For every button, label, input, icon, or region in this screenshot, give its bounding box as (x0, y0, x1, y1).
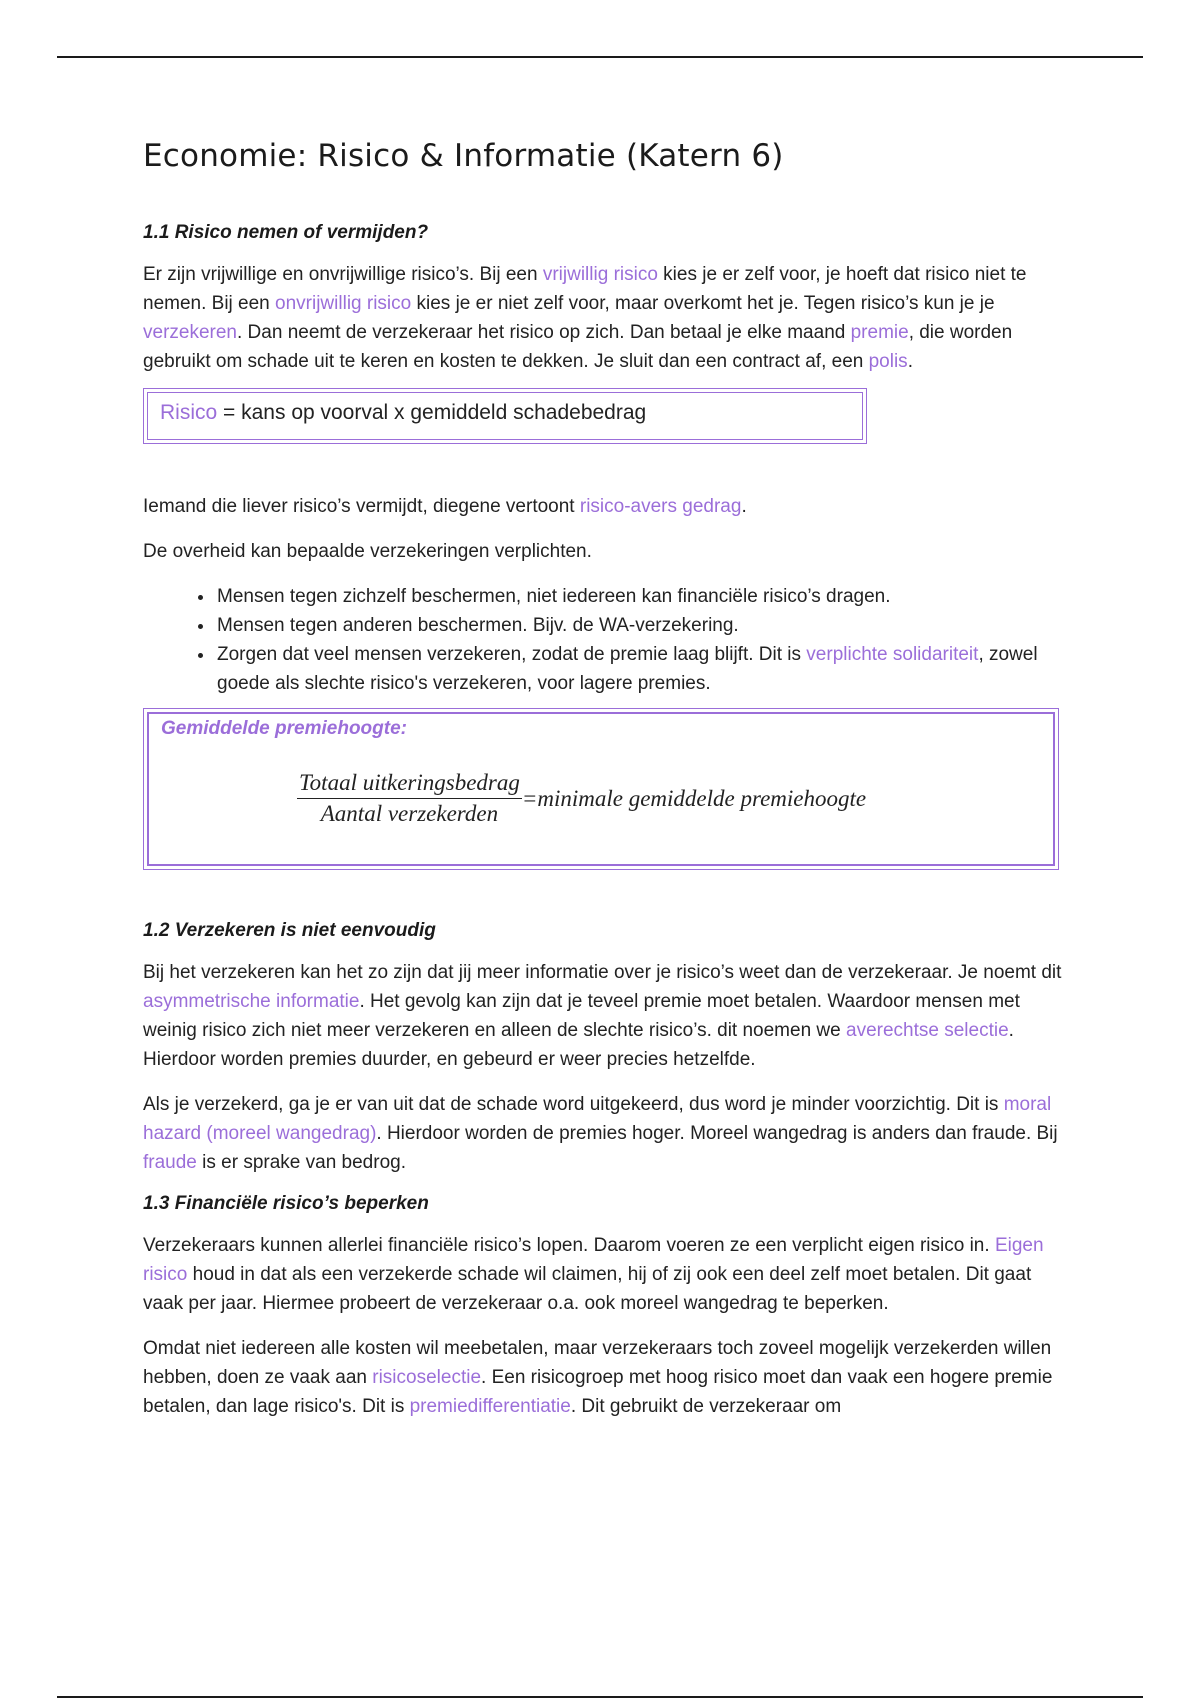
term-asymmetrische-informatie: asymmetrische informatie (143, 991, 360, 1012)
formula-box-title: Gemiddelde premiehoogte: (161, 718, 407, 739)
paragraph-risicoselectie: Omdat niet iedereen alle kosten wil meebetalen, maar verzekeraars toch zoveel mogelijk verzekerden willen hebben, doen ze vaak aan risicoselectie. Een risicogroep met hoog risico moet dan vaak een hogere premie betalen, dan lage risico's. Dit is premiedifferentiatie. Dit gebruikt de verzekeraar om (143, 1338, 1053, 1417)
term-eigen-risico: Eigen risico (143, 1235, 1044, 1285)
fraction (297, 770, 522, 827)
term-averechtse-selectie: averechtse selectie (846, 1020, 1009, 1041)
term-risico: Risico (160, 401, 218, 424)
term-verzekeren: verzekeren (143, 322, 237, 343)
top-rule (57, 56, 1143, 58)
fraction-denominator: Aantal verzekerden (320, 801, 499, 826)
term-verplichte-solidariteit: verplichte solidariteit (806, 644, 979, 665)
term-onvrijwillig-risico: onvrijwillig risico (275, 293, 412, 314)
risico-formula-box: Risico = kans op voorval x gemiddeld schadebedrag (147, 392, 863, 440)
document-title: Economie: Risico & Informatie (Katern 6) (143, 138, 784, 174)
premiehoogte-formula-box (147, 712, 1055, 866)
section-heading-1-1: 1.1 Risico nemen of vermijden? (143, 222, 429, 243)
section-heading-1-2: 1.2 Verzekeren is niet eenvoudig (143, 920, 436, 941)
list-item: • Mensen tegen zichzelf beschermen, niet iedereen kan financiële risico’s dragen. (215, 582, 1063, 611)
term-polis: polis (868, 351, 908, 372)
bottom-rule (57, 1696, 1143, 1698)
term-premiedifferentiatie: premiedifferentiatie (409, 1396, 571, 1417)
paragraph-eigen-risico: Verzekeraars kunnen allerlei financiële risico’s lopen. Daarom voeren ze een verplicht eigen risico in. Eigen risico houd in dat als een verzekerde schade wil claimen, hij of zij ook een deel zelf moet betalen. Dit gaat vaak per jaar. Hiermee probeert de verzekeraar o.a. ook moreel wangedrag te beperken. (143, 1235, 1044, 1314)
term-moral-hazard: moral hazard (moreel wangedrag) (143, 1094, 1052, 1144)
term-risico-avers-gedrag: risico-avers gedrag (579, 496, 742, 517)
term-fraude: fraude (143, 1152, 197, 1173)
term-risicoselectie: risicoselectie (372, 1367, 482, 1388)
premiehoogte-formula (297, 770, 866, 827)
fraction-numerator: Totaal uitkeringsbedrag (297, 770, 522, 799)
list-item: • Mensen tegen anderen beschermen. Bijv. de WA-verzekering. (215, 611, 1063, 640)
term-vrijwillig-risico: vrijwillig risico (542, 264, 658, 285)
section-heading-1-3: 1.3 Financiële risico’s beperken (143, 1193, 429, 1214)
paragraph-asymmetrische-informatie: Bij het verzekeren kan het zo zijn dat jij meer informatie over je risico’s weet dan de verzekeraar. Je noemt dit asymmetrische informatie. Het gevolg kan zijn dat je teveel premie moet betalen. Waardoor mensen met weinig risico zich niet meer verzekeren en alleen de slechte risico’s. dit noemen we averechtse selectie. Hierdoor worden premies duurder, en gebeurd er weer precies hetzelfde. (143, 962, 1062, 1070)
paragraph-moral-hazard: Als je verzekerd, ga je er van uit dat de schade word uitgekeerd, dus word je minder voorzichtig. Dit is moral hazard (moreel wangedrag). Hierdoor worden de premies hoger. Moreel wangedrag is anders dan fraude. Bij fraude is er sprake van bedrog. (143, 1094, 1058, 1173)
bullet-list (143, 582, 1063, 698)
document-body (143, 138, 1063, 1437)
term-premie: premie (850, 322, 909, 343)
paragraph-overheid: De overheid kan bepaalde verzekeringen verplichten. (143, 541, 592, 562)
paragraph-risico-avers: Iemand die liever risico’s vermijdt, diegene vertoont risico-avers gedrag. (143, 496, 747, 517)
list-item: • Zorgen dat veel mensen verzekeren, zodat de premie laag blijft. Dit is verplichte solidariteit, zowel goede als slechte risico's verzekeren, voor lagere premies. (215, 640, 1063, 698)
formula-result: =minimale gemiddelde premiehoogte (521, 785, 867, 811)
paragraph-risico-soorten: Er zijn vrijwillige en onvrijwillige risico’s. Bij een vrijwillig risico kies je er zelf voor, je hoeft dat risico niet te nemen. Bij een onvrijwillig risico kies je er niet zelf voor, maar overkomt het je. Tegen risico’s kun je je verzekeren. Dan neemt de verzekeraar het risico op zich. Dan betaal je elke maand premie, die worden gebruikt om schade uit te keren en kosten te dekken. Je sluit dan een contract af, een polis. (143, 264, 1027, 372)
